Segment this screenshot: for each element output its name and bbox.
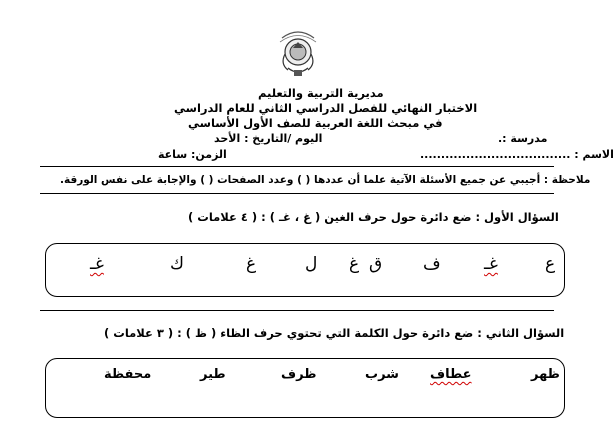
word-option[interactable]: محفظة (104, 367, 152, 382)
word-option[interactable]: ظرف (281, 367, 317, 382)
letter-option[interactable]: غ (349, 254, 360, 274)
letter-option[interactable]: غ (246, 254, 257, 274)
directorate-title: مديرية التربية والتعليم (258, 86, 384, 100)
letter-option[interactable]: ق (369, 254, 383, 274)
word-option[interactable]: عطاف (430, 367, 472, 382)
divider-line (40, 193, 554, 194)
letter-option[interactable]: ف (423, 254, 441, 274)
word-option[interactable]: ظهر (531, 367, 560, 382)
school-field: مدرسة :. (498, 132, 548, 145)
letter-option[interactable]: غـ (484, 254, 498, 274)
letter-option[interactable]: غـ (90, 254, 104, 274)
instructions-note: ملاحظة : أجيبي عن جميع الأسئلة الآتية علما أن عددها ( ) وعدد الصفحات ( ) والإجابة على نفس الورقة. (60, 174, 591, 186)
word-option[interactable]: شرب (365, 367, 399, 382)
ministry-seal-logo (276, 28, 320, 80)
word-option[interactable]: طير (200, 367, 226, 382)
letter-option[interactable]: ع (545, 254, 556, 274)
student-name-field: الاسم : .................................... (420, 148, 614, 161)
letter-option[interactable]: ل (305, 254, 318, 274)
subject-title: في مبحث اللغة العربية للصف الأول الأساسي (188, 116, 443, 130)
duration-field: الزمن: ساعة (158, 148, 227, 161)
day-date-field: اليوم /التاريخ : الأحد (214, 132, 323, 145)
divider-line (40, 166, 554, 167)
question-2-title: السؤال الثاني : ضع دائرة حول الكلمة التي تحتوي حرف الظاء ( ظ ) : ( ٣ علامات ) (104, 326, 565, 340)
question-1-title: السؤال الأول : ضع دائرة حول حرف الغين ( غ ، غـ ) : ( ٤ علامات ) (188, 210, 559, 224)
exam-title: الاختبار النهائي للفصل الدراسي الثاني للعام الدراسي (174, 101, 478, 115)
letter-option[interactable]: ك (170, 254, 185, 274)
divider-line (40, 310, 554, 311)
